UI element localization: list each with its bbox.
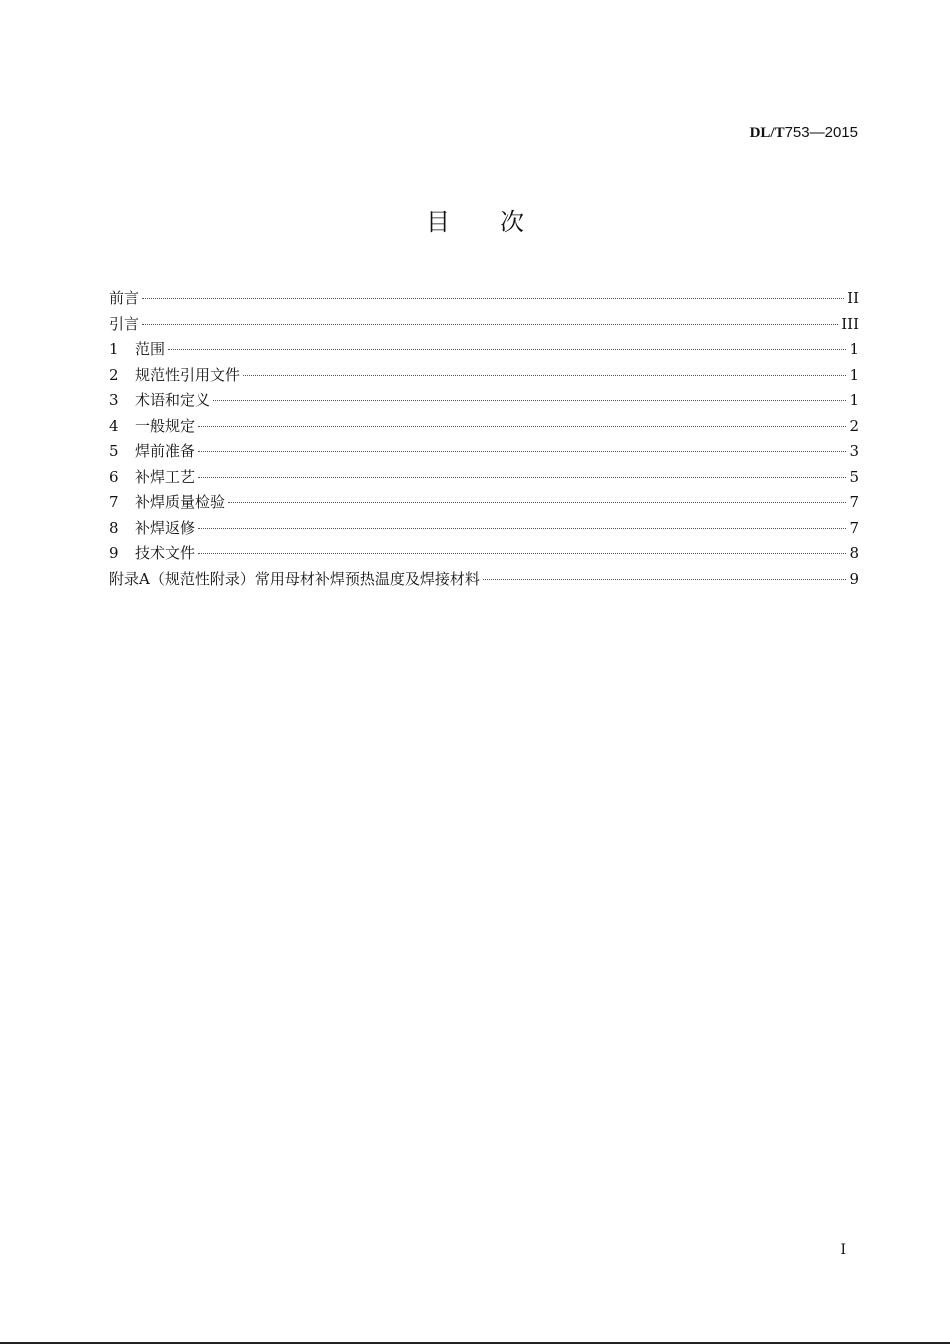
toc-entry-label: 术语和定义 — [135, 391, 211, 409]
toc-entry-label: 技术文件 — [135, 544, 196, 562]
toc-entry-label: 补焊工艺 — [135, 467, 196, 486]
toc-entry[interactable] — [109, 363, 859, 389]
toc-title: 目次 — [426, 208, 574, 236]
toc-entry[interactable] — [109, 337, 859, 363]
toc-entry-number: 2 — [109, 365, 119, 384]
toc-entry[interactable] — [109, 312, 859, 338]
toc-entry-label: 前言 — [109, 289, 140, 307]
toc-entry-page: 7 — [849, 518, 859, 537]
toc-entry[interactable] — [109, 388, 859, 414]
toc-leader-dots — [483, 578, 847, 580]
toc-entry[interactable] — [109, 516, 859, 542]
toc-leader-dots — [228, 501, 846, 503]
toc-entry[interactable] — [109, 286, 859, 312]
toc-leader-dots — [142, 297, 844, 299]
toc-leader-dots — [243, 374, 846, 376]
toc-entry-page: 9 — [849, 569, 859, 588]
toc-entry-number: 8 — [109, 518, 119, 537]
toc-leader-dots — [142, 323, 838, 325]
toc-entry-label: 补焊质量检验 — [135, 493, 226, 511]
toc-leader-dots — [213, 399, 846, 401]
toc-leader-dots — [168, 348, 846, 350]
toc-entry[interactable] — [109, 490, 859, 516]
table-of-contents — [109, 286, 859, 592]
toc-entry-number: 1 — [109, 340, 119, 358]
toc-entry[interactable] — [109, 541, 859, 567]
toc-leader-dots — [198, 450, 846, 452]
toc-leader-dots — [198, 552, 846, 554]
toc-entry-number: 5 — [109, 442, 119, 460]
toc-entry[interactable] — [109, 439, 859, 465]
toc-entry-number: 4 — [109, 416, 119, 435]
standard-code-prefix: DL/T — [749, 125, 785, 141]
toc-entry-page: 3 — [849, 442, 859, 460]
toc-entry-page: 7 — [849, 493, 859, 511]
toc-entry-number: 3 — [109, 391, 119, 409]
toc-entry-page: 1 — [849, 340, 859, 358]
toc-leader-dots — [198, 425, 846, 427]
toc-entry-page: 5 — [849, 467, 859, 486]
toc-entry-page: 1 — [849, 365, 859, 384]
toc-entry[interactable] — [109, 414, 859, 440]
toc-entry-label: 范围 — [135, 340, 166, 358]
toc-entry-number: 7 — [109, 493, 119, 511]
toc-entry-page: 1 — [849, 391, 859, 409]
toc-entry-label: 一般规定 — [135, 416, 196, 435]
toc-entry-label: 引言 — [109, 314, 140, 333]
standard-code — [750, 124, 858, 142]
page-number: I — [840, 1242, 846, 1258]
toc-entry-label: 补焊返修 — [135, 518, 196, 537]
toc-entry-page: III — [841, 314, 859, 333]
toc-entry-label: 规范性引用文件 — [135, 365, 241, 384]
toc-leader-dots — [198, 527, 846, 529]
standard-code-number: 753—2015 — [784, 124, 858, 141]
toc-entry-page: 8 — [849, 544, 859, 562]
toc-entry-label: 焊前准备 — [135, 442, 196, 460]
toc-entry-number: 6 — [109, 467, 119, 486]
toc-entry[interactable] — [109, 567, 859, 593]
toc-entry-page: 2 — [849, 416, 859, 435]
toc-entry-page: II — [847, 289, 859, 307]
toc-leader-dots — [198, 476, 846, 478]
toc-entry[interactable] — [109, 465, 859, 491]
toc-entry-number: 9 — [109, 544, 119, 562]
toc-entry-label: 附录A（规范性附录）常用母材补焊预热温度及焊接材料 — [109, 569, 480, 588]
